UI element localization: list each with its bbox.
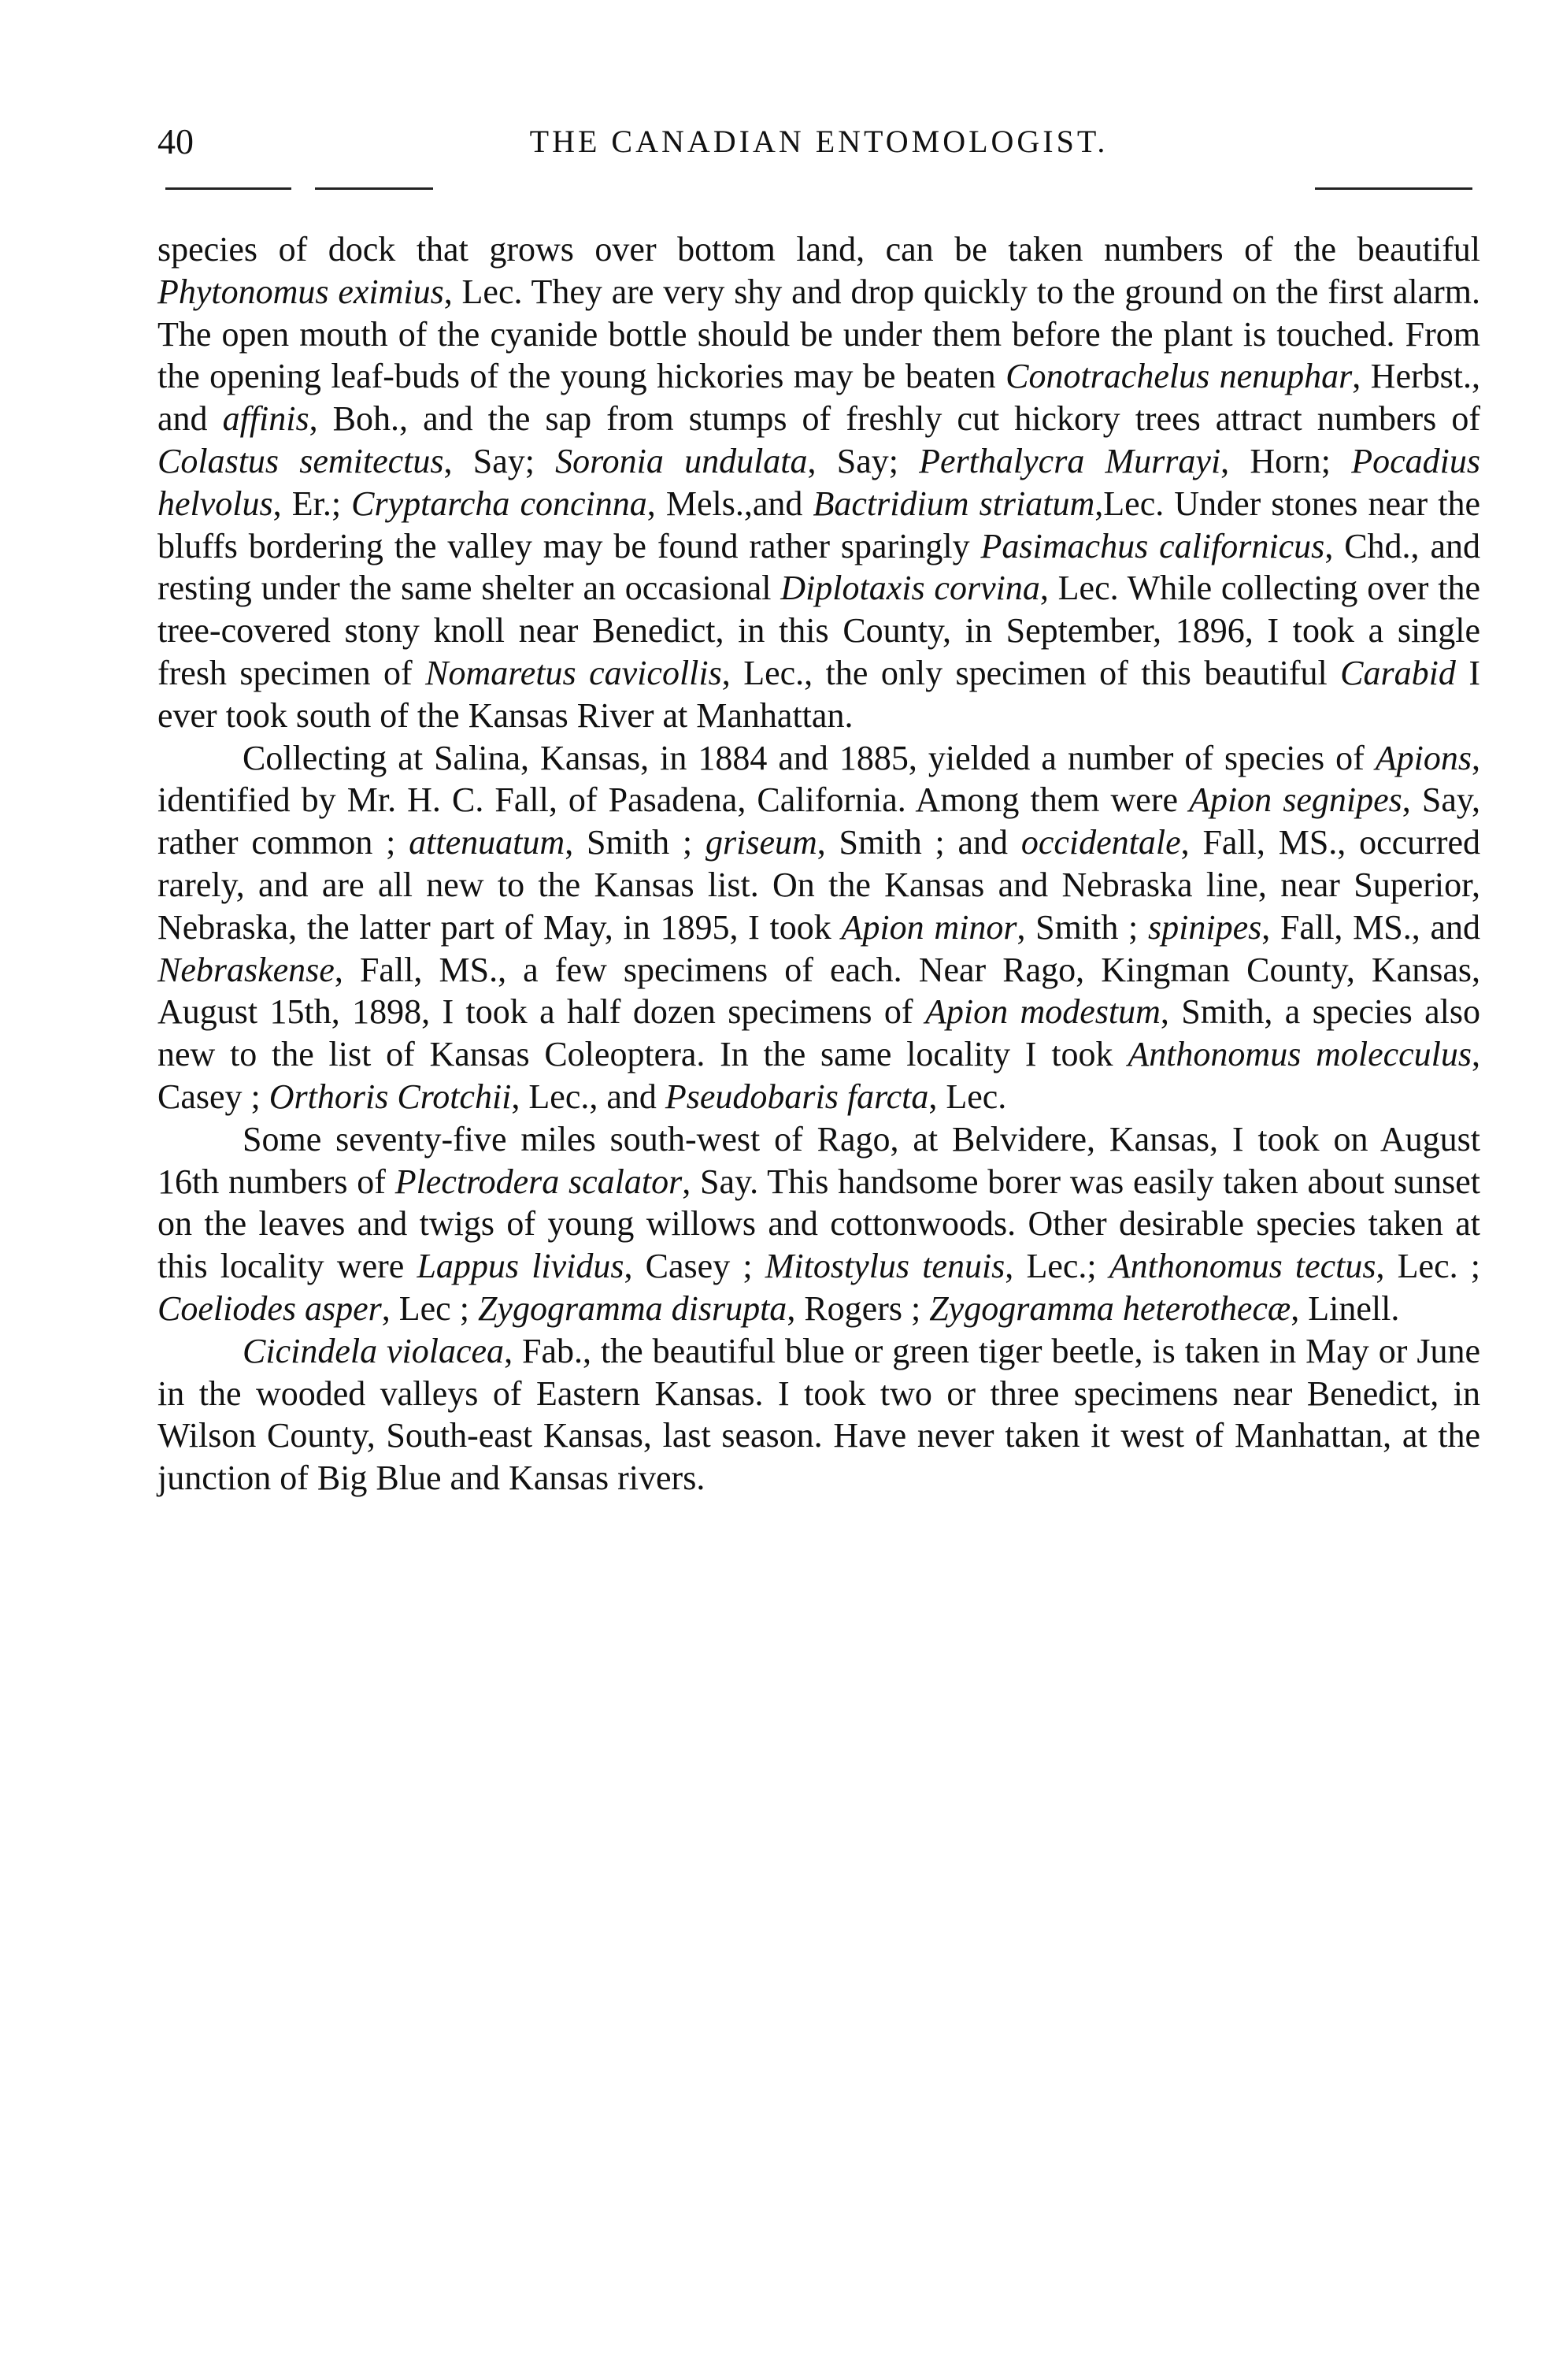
text-run: ,Lec. Under stones near the bluffs bordering the valley may be found rather sparingly: [157, 484, 1481, 565]
species-name: affinis: [222, 399, 309, 439]
rule-segment: [165, 187, 291, 190]
text-run: , Casey ;: [157, 1035, 1481, 1116]
rule-segment: [315, 187, 433, 190]
text-run: , Er.;: [272, 484, 352, 523]
text-run: , Mels.,and: [646, 484, 813, 523]
species-name: griseum: [705, 823, 817, 862]
text-run: , Fall, MS., and: [1261, 907, 1481, 947]
species-name: Zygogramma heterothecæ: [929, 1288, 1291, 1328]
species-name: Pocadius helvolus: [157, 441, 1480, 523]
species-name: Diplotaxis corvina: [780, 569, 1040, 608]
article-body: [157, 228, 1480, 1500]
species-name: Bactridium striatum: [813, 484, 1095, 523]
species-name: Pasimachus californicus: [980, 526, 1325, 565]
page-number: 40: [157, 121, 194, 161]
running-title: THE CANADIAN ENTOMOLOGIST.: [529, 124, 1109, 159]
species-name: Nomaretus cavicollis: [425, 653, 722, 692]
species-name: Conotrachelus nenuphar: [1005, 357, 1353, 396]
text-run: , Smith ;: [565, 823, 705, 862]
text-run: , Casey ;: [624, 1247, 765, 1286]
text-run: , Boh., and the sap from stumps of freshly cut hickory trees attract numbers of: [309, 399, 1481, 439]
text-run: , Smith, a species also new to the list of Kansas Coleoptera. In the same locality I took: [157, 992, 1481, 1074]
text-run: , Herbst., and: [157, 357, 1480, 439]
species-name: Cicindela violacea: [243, 1331, 505, 1370]
species-name: Cryptarcha concinna: [351, 484, 647, 523]
text-run: , Fab., the beautiful blue or green tiger beetle, is taken in May or June in the wooded valleys of Eastern Kansas. I took two or three specimens near Benedict, in Wilson County, South-east Kansas, last season. Have never taken it west of Manhattan, at the junction of Big Blue and Kansas rivers.: [157, 1331, 1480, 1498]
text-run: , Chd., and resting under the same shelter an occasional: [157, 526, 1480, 608]
text-run: , Smith ;: [1017, 907, 1149, 947]
species-name: attenuatum: [409, 823, 565, 862]
text-run: , identified by Mr. H. C. Fall, of Pasadena, California. Among them were: [157, 738, 1480, 820]
species-name: Soronia undulata: [555, 441, 808, 480]
text-run: , Linell.: [1291, 1288, 1400, 1328]
page-header: [157, 118, 1480, 165]
text-run: , Say;: [443, 441, 556, 480]
text-run: , Lec., and: [511, 1077, 665, 1116]
species-name: Pseudobaris farcta: [665, 1077, 929, 1116]
species-name: Perthalycra Murrayi: [919, 441, 1221, 480]
text-run: , Say. This handsome borer was easily taken about sunset on the leaves and twigs of young willows and cottonwoods. Other desirable species taken at this locality were: [157, 1162, 1480, 1286]
paragraph: [157, 737, 1480, 1118]
text-run: Some seventy-five miles south-west of Rago, at Belvidere, Kansas, I took on August 16th numbers of: [157, 1119, 1480, 1201]
text-run: , Lec ;: [381, 1288, 478, 1328]
rule-segment: [1315, 187, 1472, 190]
species-name: Zygogramma disrupta: [477, 1288, 787, 1328]
paragraph: [157, 1330, 1480, 1500]
species-name: Apions: [1375, 738, 1472, 777]
text-run: , Fall, MS., a few specimens of each. Near Rago, Kingman County, Kansas, August 15th, 1898, I took a half dozen specimens of: [157, 950, 1480, 1032]
species-name: Phytonomus eximius: [157, 272, 444, 311]
paragraph: [157, 228, 1480, 737]
text-run: , Rogers ;: [787, 1288, 930, 1328]
species-name: Coeliodes asper: [157, 1288, 382, 1328]
paragraph: [157, 1118, 1480, 1330]
text-run: Collecting at Salina, Kansas, in 1884 and 1885, yielded a number of species of: [243, 738, 1376, 777]
text-run: , Lec.: [928, 1077, 1007, 1116]
species-name: Plectrodera scalator: [394, 1162, 683, 1201]
text-run: , Lec. While collecting over the tree-covered stony knoll near Benedict, in this County, in September, 1896, I took a single fresh specimen of: [157, 569, 1480, 692]
text-run: , Lec., the only specimen of this beautiful: [721, 653, 1341, 692]
species-name: Orthoris Crotchii: [268, 1077, 512, 1116]
text-run: , Lec.;: [1005, 1247, 1109, 1286]
header-rule: [157, 187, 1480, 192]
species-name: Apion segnipes: [1189, 780, 1402, 820]
text-run: species of dock that grows over bottom land, can be taken numbers of the beautiful: [157, 230, 1480, 269]
species-name: Carabid: [1340, 653, 1456, 692]
species-name: Mitostylus tenuis: [765, 1247, 1005, 1286]
text-run: , Lec. ;: [1376, 1247, 1480, 1286]
text-run: I ever took south of the Kansas River at Manhattan.: [157, 653, 1480, 735]
species-name: Anthonomus molecculus: [1128, 1035, 1472, 1074]
species-name: spinipes: [1148, 907, 1262, 947]
text-run: , Fall, MS., occurred rarely, and are all new to the Kansas list. On the Kansas and Nebraska line, near Superior, Nebraska, the latter part of May, in 1895, I took: [157, 823, 1480, 947]
species-name: occidentale: [1020, 823, 1181, 862]
species-name: Apion modestum: [924, 992, 1161, 1032]
text-run: , Smith ; and: [817, 823, 1021, 862]
text-run: , Say;: [807, 441, 920, 480]
text-run: , Lec. They are very shy and drop quickly to the ground on the first alarm. The open mouth of the cyanide bottle should be under them before the plant is touched. From the opening leaf-buds of the young hickories may be beaten: [157, 272, 1480, 396]
species-name: Apion minor: [841, 907, 1017, 947]
text-run: , Horn;: [1220, 441, 1352, 480]
species-name: Nebraskense: [157, 950, 335, 989]
species-name: Anthonomus tectus: [1109, 1247, 1376, 1286]
text-run: , Say, rather common ;: [157, 780, 1480, 862]
species-name: Colastus semitectus: [157, 441, 444, 480]
species-name: Lappus lividus: [417, 1247, 624, 1286]
